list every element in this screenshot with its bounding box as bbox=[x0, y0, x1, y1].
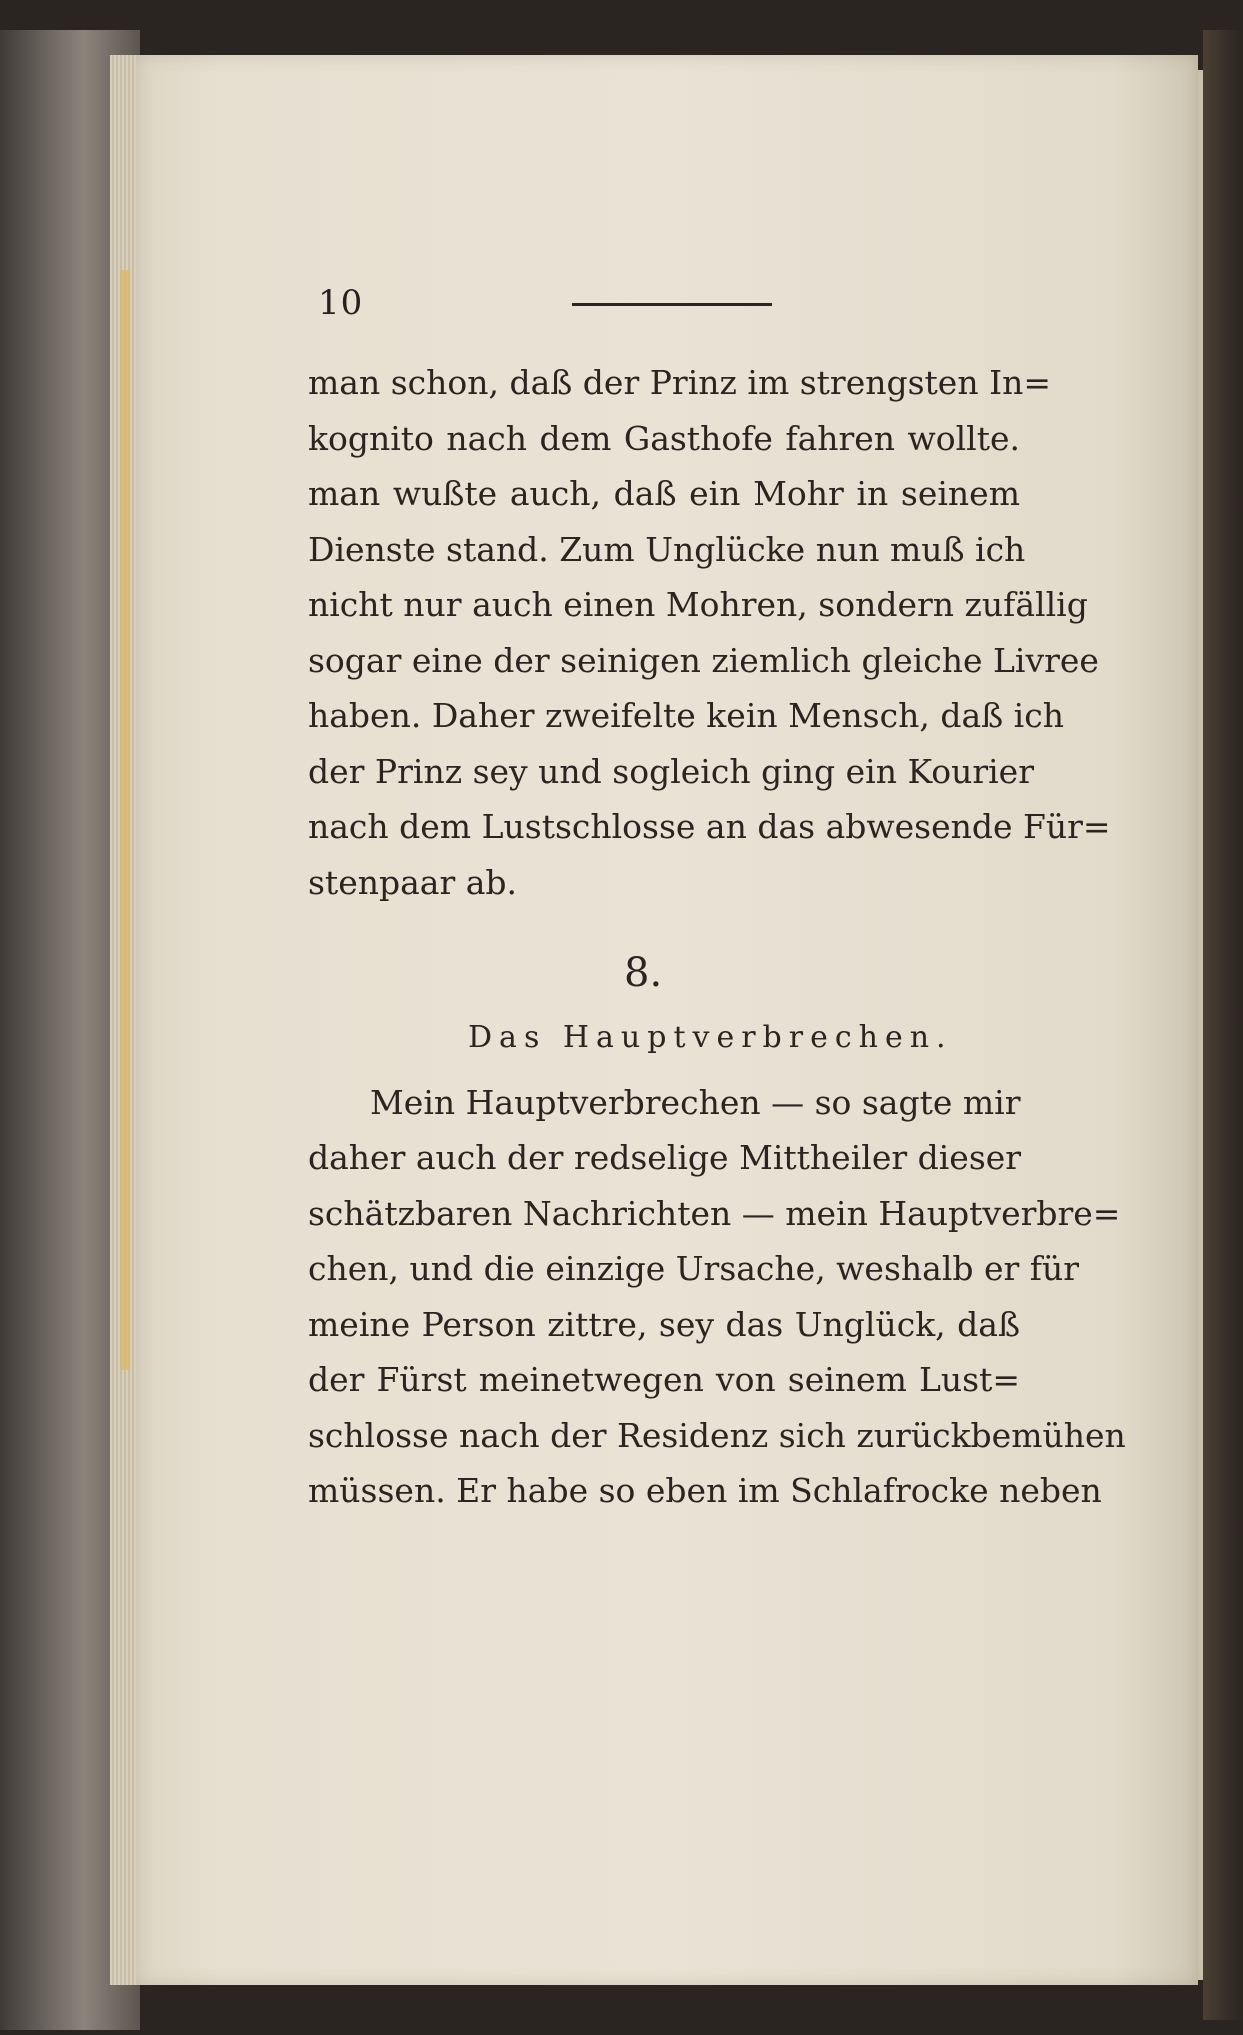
text-line: der Fürst meinetwegen von seinem Lust= bbox=[308, 1360, 1020, 1399]
text-line: kognito nach dem Gasthofe fahren wollte. bbox=[308, 419, 1020, 458]
text-line: müssen. Er habe so eben im Schlafrocke neben bbox=[308, 1471, 1102, 1510]
section-number: 8. bbox=[624, 950, 663, 996]
text-line: der Prinz sey und sogleich ging ein Kourier bbox=[308, 752, 1034, 791]
text-line: nach dem Lustschlosse an das abwesende Für= bbox=[308, 807, 1111, 846]
text-line: sogar eine der seinigen ziemlich gleiche Livree bbox=[308, 641, 1099, 680]
text-line: meine Person zittre, sey das Unglück, daß bbox=[308, 1305, 1020, 1344]
text-line: nicht nur auch einen Mohren, sondern zufällig bbox=[308, 585, 1088, 624]
text-line: man wußte auch, daß ein Mohr in seinem bbox=[308, 474, 1020, 513]
text-line: stenpaar ab. bbox=[308, 863, 518, 902]
section-title: Das Hauptverbrechen. bbox=[468, 1020, 953, 1055]
page-tab-strip bbox=[120, 270, 130, 1370]
text-line: Mein Hauptverbrechen — so sagte mir bbox=[370, 1083, 1021, 1122]
text-line: man schon, daß der Prinz im strengsten In= bbox=[308, 363, 1052, 402]
book-cover-right bbox=[1203, 30, 1243, 2020]
text-line: haben. Daher zweifelte kein Mensch, daß ich bbox=[308, 696, 1064, 735]
text-line: daher auch der redselige Mittheiler dieser bbox=[308, 1138, 1022, 1177]
text-line: chen, und die einzige Ursache, weshalb er für bbox=[308, 1249, 1080, 1288]
page-number: 10 bbox=[318, 283, 364, 323]
text-line: Dienste stand. Zum Unglücke nun muß ich bbox=[308, 530, 1026, 569]
header-rule bbox=[572, 303, 772, 306]
text-line: schlosse nach der Residenz sich zurückbemühen bbox=[308, 1416, 1126, 1455]
text-line: schätzbaren Nachrichten — mein Hauptverbre= bbox=[308, 1194, 1121, 1233]
